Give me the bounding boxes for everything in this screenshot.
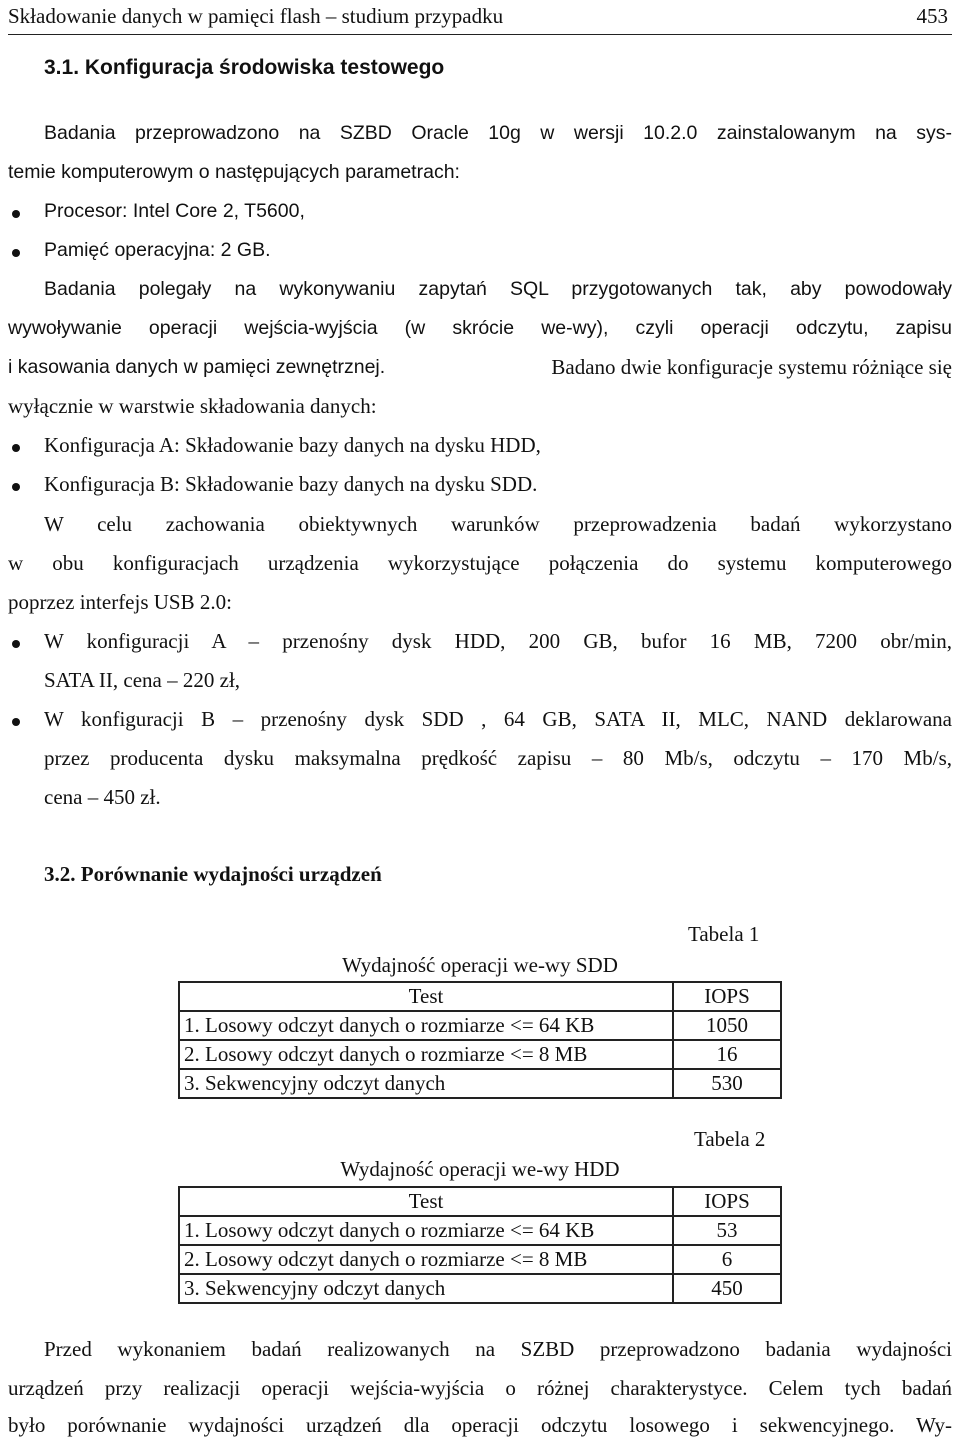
paragraph-line: Badania polegały na wykonywaniu zapytań SQL przygotowanych tak, aby powodowały xyxy=(44,278,952,300)
column-header-test: Test xyxy=(179,1187,673,1216)
bullet-icon xyxy=(12,210,20,218)
paragraph-line-tail: Badano dwie konfiguracje systemu różniące się xyxy=(551,355,952,379)
data-table-hdd xyxy=(178,1186,782,1304)
table-row xyxy=(179,1040,781,1069)
bullet-icon xyxy=(12,249,20,257)
paragraph-line: wyłącznie w warstwie składowania danych: xyxy=(8,394,377,418)
column-header-iops: IOPS xyxy=(673,982,781,1011)
bullet-icon xyxy=(12,444,20,452)
test-cell: 2. Losowy odczyt danych o rozmiarze <= 8 MB xyxy=(179,1040,673,1069)
device-item-b-cont: przez producenta dysku maksymalna prędkość zapisu – 80 Mb/s, odczytu – 170 Mb/s, xyxy=(44,746,952,770)
running-header xyxy=(8,4,952,35)
config-item-a: Konfiguracja A: Składowanie bazy danych na dysku HDD, xyxy=(44,433,541,457)
paragraph-line: Przed wykonaniem badań realizowanych na SZBD przeprowadzono badania wydajności xyxy=(44,1337,952,1361)
test-cell: 1. Losowy odczyt danych o rozmiarze <= 64 KB xyxy=(179,1216,673,1245)
paragraph-line: urządzeń przy realizacji operacji wejścia-wyjścia o różnej charakterystyce. Celem tych badań xyxy=(8,1376,952,1400)
table-row xyxy=(179,1274,781,1303)
table-title: Wydajność operacji we-wy SDD xyxy=(342,953,618,977)
device-item-a-cont: SATA II, cena – 220 zł, xyxy=(44,668,241,692)
table-label: Tabela 1 xyxy=(688,922,760,946)
section-heading-3-2: 3.2. Porównanie wydajności urządzeń xyxy=(44,862,382,886)
data-table-sdd xyxy=(178,981,782,1099)
test-cell: 3. Sekwencyjny odczyt danych xyxy=(179,1069,673,1098)
table-row xyxy=(179,1011,781,1040)
header-title: Składowanie danych w pamięci flash – studium przypadku xyxy=(8,4,504,28)
paragraph-line: poprzez interfejs USB 2.0: xyxy=(8,590,232,614)
bullet-icon xyxy=(12,483,20,491)
column-header-iops: IOPS xyxy=(673,1187,781,1216)
iops-cell: 53 xyxy=(673,1216,781,1245)
test-cell: 3. Sekwencyjny odczyt danych xyxy=(179,1274,673,1303)
paragraph-line: było porównanie wydajności urządzeń dla operacji odczytu losowego i sekwencyjnego. Wy- xyxy=(8,1413,952,1437)
iops-cell: 6 xyxy=(673,1245,781,1274)
intro-line-2: temie komputerowym o następujących parametrach: xyxy=(8,161,460,183)
device-item-b-cont: cena – 450 zł. xyxy=(44,785,161,809)
page-number: 453 xyxy=(916,4,948,28)
iops-cell: 1050 xyxy=(673,1011,781,1040)
device-item-b: W konfiguracji B – przenośny dysk SDD , 64 GB, SATA II, MLC, NAND deklarowana xyxy=(44,707,952,731)
param-item-memory: Pamięć operacyjna: 2 GB. xyxy=(44,239,271,261)
column-header-test: Test xyxy=(179,982,673,1011)
device-item-a: W konfiguracji A – przenośny dysk HDD, 200 GB, bufor 16 MB, 7200 obr/min, xyxy=(44,629,952,653)
test-cell: 2. Losowy odczyt danych o rozmiarze <= 8 MB xyxy=(179,1245,673,1274)
table-header-row xyxy=(179,1187,781,1216)
test-cell: 1. Losowy odczyt danych o rozmiarze <= 64 KB xyxy=(179,1011,673,1040)
iops-cell: 530 xyxy=(673,1069,781,1098)
table-title: Wydajność operacji we-wy HDD xyxy=(340,1157,620,1181)
paragraph-line: W celu zachowania obiektywnych warunków przeprowadzenia badań wykorzystano xyxy=(44,512,952,536)
table-row xyxy=(179,1216,781,1245)
table-row xyxy=(179,1069,781,1098)
config-item-b: Konfiguracja B: Składowanie bazy danych na dysku SDD. xyxy=(44,472,538,496)
param-item-processor: Procesor: Intel Core 2, T5600, xyxy=(44,200,305,222)
bullet-icon xyxy=(12,718,20,726)
paragraph-line: i kasowania danych w pamięci zewnętrznej. xyxy=(8,356,386,378)
paragraph-line: w obu konfiguracjach urządzenia wykorzystujące połączenia do systemu komputerowego xyxy=(8,551,952,575)
paragraph-line: wywoływanie operacji wejścia-wyjścia (w skrócie we-wy), czyli operacji odczytu, zapisu xyxy=(8,317,952,339)
section-heading-3-1: 3.1. Konfiguracja środowiska testowego xyxy=(44,56,445,79)
table-row xyxy=(179,1245,781,1274)
iops-cell: 450 xyxy=(673,1274,781,1303)
bullet-icon xyxy=(12,640,20,648)
iops-cell: 16 xyxy=(673,1040,781,1069)
table-label: Tabela 2 xyxy=(694,1127,766,1151)
table-header-row xyxy=(179,982,781,1011)
intro-line-1: Badania przeprowadzono na SZBD Oracle 10g w wersji 10.2.0 zainstalowanym na sys- xyxy=(44,122,952,144)
